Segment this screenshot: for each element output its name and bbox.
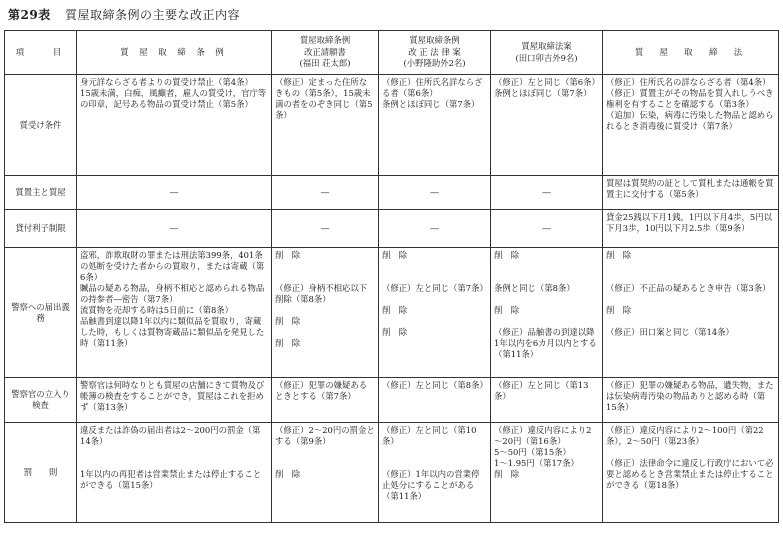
table-row [5, 210, 779, 248]
row-item: 質受け条件 [5, 75, 77, 176]
header-item: 項 目 [5, 31, 77, 75]
cell-seigan: ― [272, 176, 379, 210]
cell-hoho: （修正）左と同じ（第13条） [491, 378, 603, 423]
cell-hoan: （修正）左と同じ（第10条） （修正）1年以内の営業停止処分にすることがある（第11条） [379, 423, 491, 523]
table-title [8, 6, 240, 23]
revision-table [4, 30, 779, 523]
header-ho: 質 屋 取 締 法 [603, 31, 779, 75]
table-row [5, 423, 779, 523]
row-item: 罰 則 [5, 423, 77, 523]
table-number: 第29表 [8, 8, 51, 22]
cell-ho: （修正）住所氏名の詳ならざる者（第4条） （修正）質置主がその物品を質入れしうべき権利を有することを確認する（第3条） （追加）伝染，病毒に汚染した物品と認められるとき消毒後に質受け（第7条） [603, 75, 779, 176]
cell-jorei: 警察官は何時なりとも質屋の店舗にきて質物及び帳簿の検査をすることができ，質屋はこれを拒めず（第13条） [77, 378, 272, 423]
cell-seigan: ― [272, 210, 379, 248]
header-hoan: 質屋取締条例 改 正 法 律 案 (小野隆助外2名) [379, 31, 491, 75]
table-row [5, 176, 779, 210]
row-item: 質置主と質屋 [5, 176, 77, 210]
cell-hoan: （修正）左と同じ（第8条） [379, 378, 491, 423]
cell-hoho: 削 除 条例と同じ（第8条） 削 除 （修正）品触書の到達以降1年以内を6カ月以内とする（第11条） [491, 248, 603, 378]
cell-hoan: 削 除 （修正）左と同じ（第7条） 削 除 削 除 [379, 248, 491, 378]
cell-hoho: （修正）左と同じ（第6条） 条例とほぼ同じ（第7条） [491, 75, 603, 176]
header-jorei: 質 屋 取 締 条 例 [77, 31, 272, 75]
row-item: 警察官の立入り検査 [5, 378, 77, 423]
cell-hoan: （修正）住所氏名詳ならざる者（第6条） 条例とほぼ同じ（第7条） [379, 75, 491, 176]
cell-jorei: ― [77, 210, 272, 248]
table-row [5, 248, 779, 378]
cell-hoan: ― [379, 210, 491, 248]
cell-seigan: （修正）犯罪の嫌疑あるときとする（第7条） [272, 378, 379, 423]
cell-jorei: 違反または詐偽の届出者は2～200円の罰金（第14条） 1年以内の再犯者は営業禁止または停止することができる（第15条） [77, 423, 272, 523]
cell-seigan: （修正）2～20円の罰金とする（第9条） 削 除 [272, 423, 379, 523]
table-caption: 質屋取締条例の主要な改正内容 [65, 8, 241, 22]
cell-seigan: （修正）定まった住所なきもの（第5条），15歳未満の者をのぞき同じ（第5条） [272, 75, 379, 176]
table-row [5, 378, 779, 423]
cell-ho: （修正）違反内容により2～100円（第22条），2～50円（第23条） （修正）法律命令に違反し行政庁において必要と認めるとき営業禁止または停止することができる（第18条） [603, 423, 779, 523]
cell-hoho: （修正）違反内容により2～20円（第16条） 5～50円（第15条） 1～1.95円（第17条） 削 除 [491, 423, 603, 523]
cell-ho: 貸金25銭以下月1銭，1円以下月4歩，5円以下月3歩，10円以下月2.5歩（第9条） [603, 210, 779, 248]
cell-ho: （修正）犯罪の嫌疑ある物品，遺失物，または伝染病毒汚染の物品ありと認める時（第15条） [603, 378, 779, 423]
row-item: 警察への届出義務 [5, 248, 77, 378]
cell-hoho: ― [491, 176, 603, 210]
cell-hoan: ― [379, 176, 491, 210]
cell-ho: 削 除 （修正）不正品の疑あるとき申告（第3条） 削 除 （修正）田口案と同じ（第14条） [603, 248, 779, 378]
cell-seigan: 削 除 （修正）身柄不相応以下削除（第8条） 削 除 削 除 [272, 248, 379, 378]
cell-ho: 質屋は質契約の証として質札または通帳を質置主に交付する（第5条） [603, 176, 779, 210]
cell-jorei: 盗邪，詐欺取財の罪または刑法第399条，401条の処断を受けた者からの質取り，または寄蔵（第6条） 贓品の疑ある物品，身柄不相応と認められる物品の持参者―密告（第7条） 流質物を売却する時は5日前に（第8条） 品触書到達以降1年以内に類似品を質取り，寄蔵した時，もしくは質物寄蔵品に類似品を発見した時（第11条） [77, 248, 272, 378]
cell-jorei: ― [77, 176, 272, 210]
header-seigan: 質屋取締条例 改正請願書 (福田 荘太郎) [272, 31, 379, 75]
header-hoho: 質屋取締法案 (田口卯吉外9名) [491, 31, 603, 75]
cell-hoho: ― [491, 210, 603, 248]
row-item: 貸付利子制限 [5, 210, 77, 248]
table-row [5, 75, 779, 176]
cell-jorei: 身元詳ならざる者よりの質受け禁止（第4条） 15歳未満，白痴，風癲者，雇人の質受け，官庁等の印章，記号ある物品の質受け禁止（第5条） [77, 75, 272, 176]
